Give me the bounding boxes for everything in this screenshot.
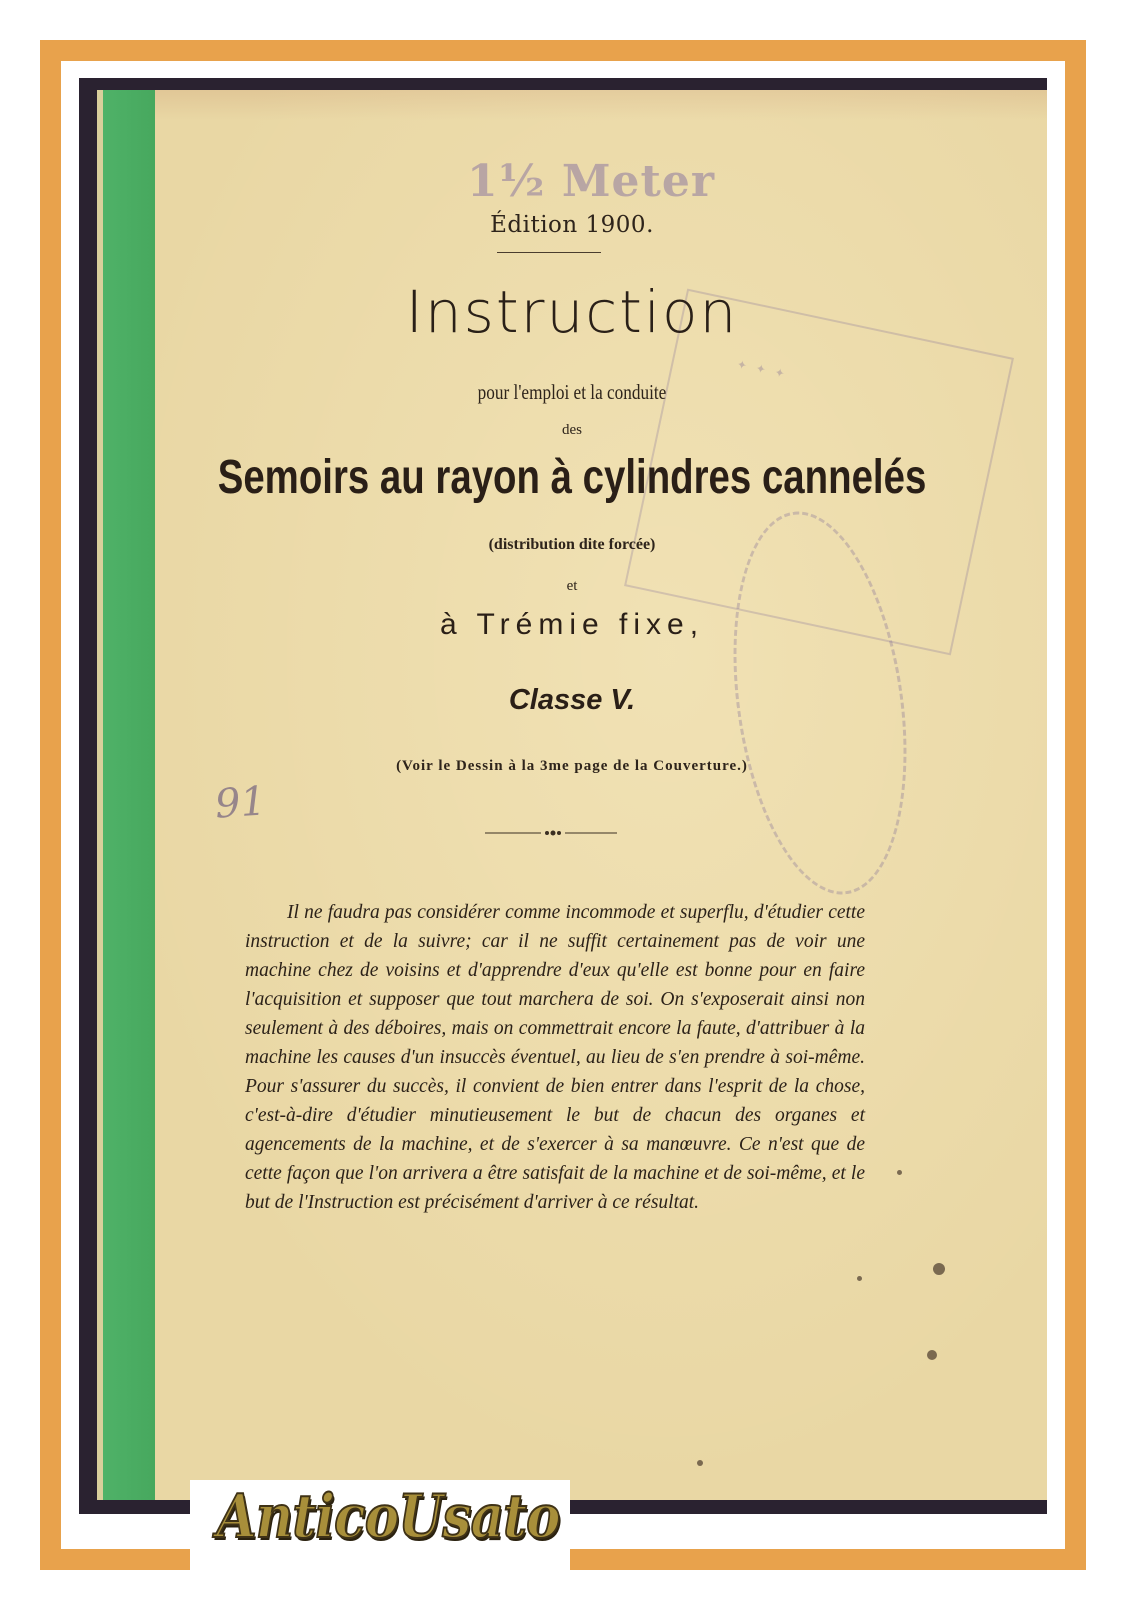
intro-paragraph: Il ne faudra pas considérer comme incommode et superflu, d'étudier cette instruction et de la suivre; car il ne suffit certainement pas de voir une machine chez de voisins et d'apprendre d'eux qu'elle est bonne pour en faire l'acquisition et supposer que tout marchera de soi. On s'exposerait ainsi non seulement à des déboires, mais on commettrait encore la faute, d'attribuer à la machine les causes d'un insuccès éventuel, au lieu de s'en prendre à soi-même. Pour s'assurer du succès, il convient de bien entrer dans l'esprit de la chose, c'est-à-dire d'étudier minutieusement le but de chacun des organes et agencements de la machine, et de s'exercer à sa manœuvre. Ce n'est que de cette façon que l'on arrivera a être satisfait de la machine et de soi-même, et le but de l'Instruction est précisément d'arriver à ce résultat. <box>245 902 865 1213</box>
et-line: et <box>566 578 578 594</box>
edition-line: Édition 1900. <box>490 212 654 238</box>
divider-rule <box>497 252 601 253</box>
voir-note: (Voir le Dessin à la 3me page de la Couverture.) <box>396 758 748 774</box>
stamp-fragment: ✦ ✦ ✦ <box>735 353 787 382</box>
foxing-spot <box>857 1276 862 1281</box>
cover-page <box>97 90 1047 1500</box>
foxing-spot <box>933 1263 945 1275</box>
ornament-divider <box>485 828 617 838</box>
tremie-line: à Trémie fixe, <box>439 608 705 641</box>
foxing-spot <box>897 1170 902 1175</box>
foxing-spot <box>697 1460 703 1466</box>
main-heading: Semoirs au rayon à cylindres cannelés <box>217 451 927 504</box>
page-title: Instruction <box>405 278 739 346</box>
watermark-logo <box>190 1480 570 1580</box>
book-cover-scan <box>79 78 1047 1514</box>
distribution-note: (distribution dite forcée) <box>488 536 656 553</box>
des-line: des <box>562 422 582 438</box>
classe-line: Classe V. <box>508 684 636 716</box>
logo-text: AnticoUsato <box>216 1482 560 1552</box>
foxing-spot <box>927 1350 937 1360</box>
subtitle-line: pour l'emploi et la conduite <box>477 380 667 404</box>
handwritten-number: 91 <box>213 778 268 828</box>
meter-stamp: 1½ Meter <box>467 156 716 207</box>
